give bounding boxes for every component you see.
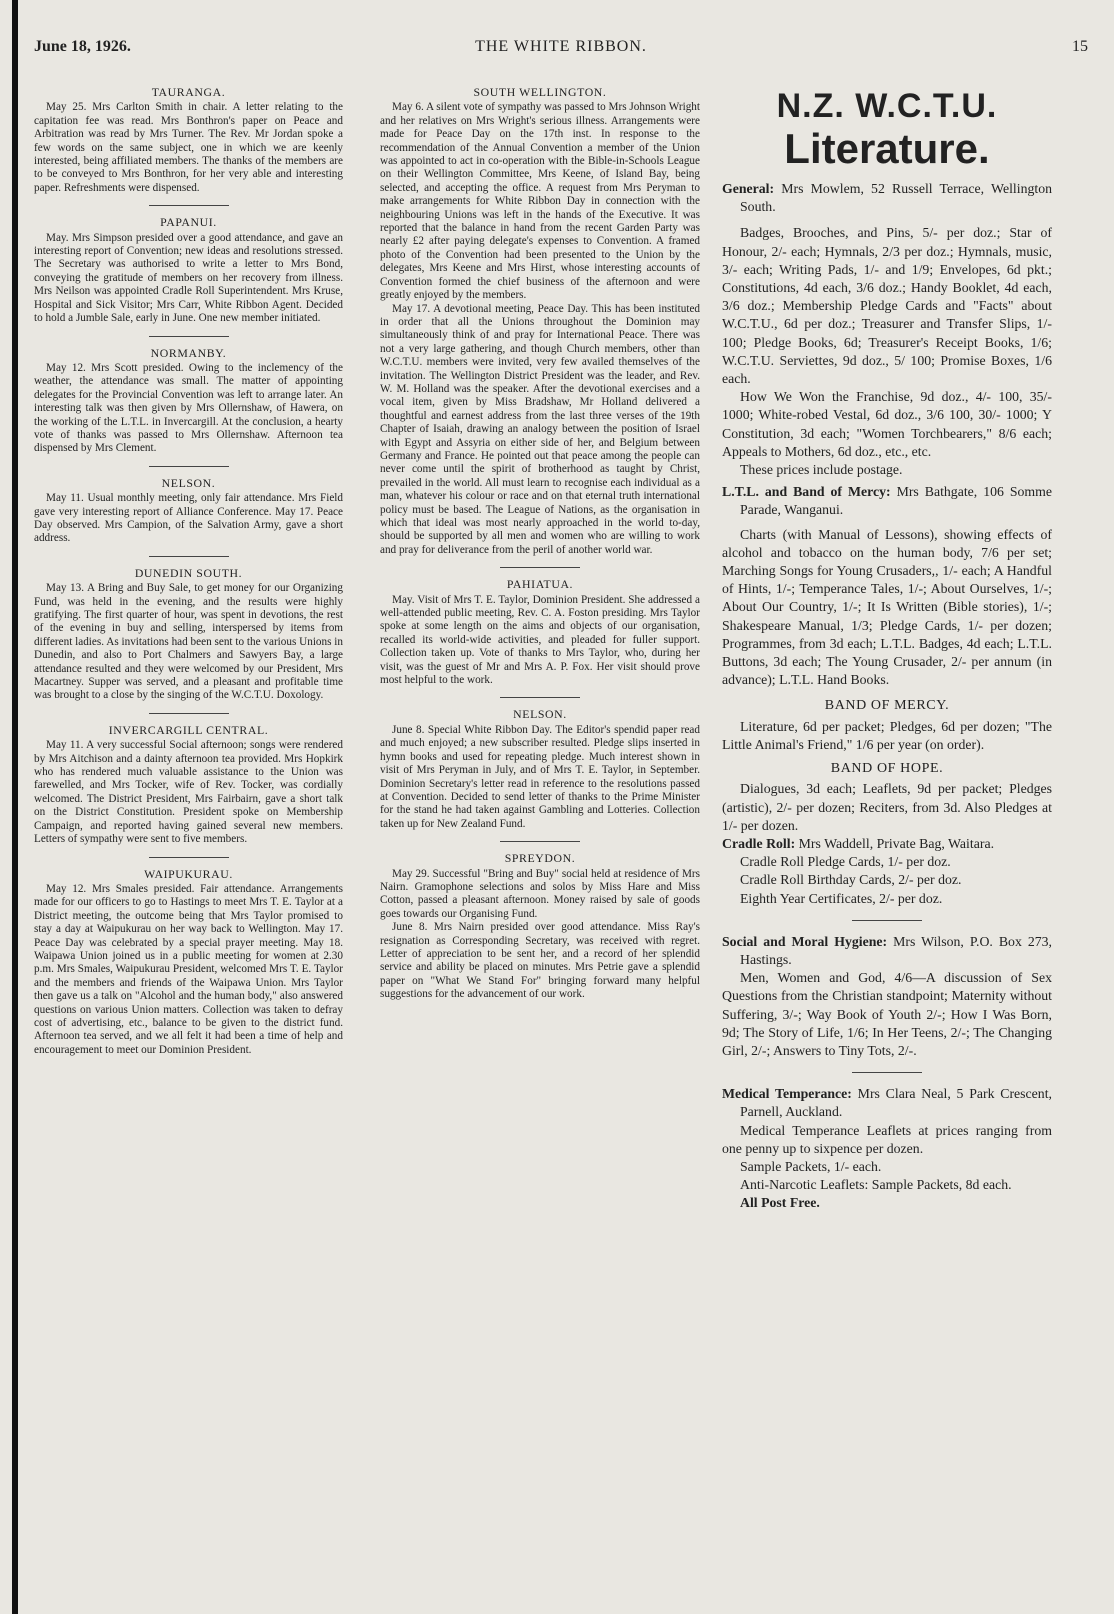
medical-address: Mrs Clara Neal, 5 Park Crescent, Parnell, Auckland.: [740, 1086, 1052, 1120]
cradle-item: Cradle Roll Pledge Cards, 1/- per doz.: [740, 854, 951, 870]
column-1: [34, 86, 343, 1067]
report-body: May 11. Usual monthly meeting, only fair attendance. Mrs Field gave very interesting report of Alliance Conference. May 17. Peace Day observed. Mrs Campion, of the Salvation Army, gave a short address.: [34, 492, 343, 545]
report-title: NELSON.: [161, 475, 216, 490]
franchise-items: How We Won the Franchise, 9d doz., 4/- 100, 35/- 1000; White-robed Vestal, 6d doz., 3/6 100, 30/- 1000; Y Constitution, 3d each; "Women Torchbearers," 8/6 each; Appeals to Mothers, 6d doz., etc., etc.: [722, 389, 1052, 459]
divider: [500, 697, 580, 698]
divider: [149, 857, 229, 858]
report-title: DUNEDIN SOUTH.: [134, 565, 243, 580]
sample-packets: Sample Packets, 1/- each.: [740, 1158, 882, 1174]
divider: [149, 336, 229, 337]
literature-title-org: N.Z. W.C.T.U.: [776, 87, 998, 125]
report-invercargill-central: [34, 724, 343, 847]
report-body: May 25. Mrs Carlton Smith in chair. A letter relating to the capitation fee was read. Mrs Bonthron's paper on Peace and Arbitration was read by Mrs Turner. The Rev. Mr Jordan spoke a few words on the same subject, one in which we are keenly interested, being affiliated members. The thanks of the members are to be conveyed to Mrs Bonthron, for her very able and interesting paper. Refreshments were dispensed.: [34, 101, 343, 194]
report-waipukurau: [34, 868, 343, 1058]
binding-edge: [12, 0, 18, 1614]
antinarcotic-leaflets: Anti-Narcotic Leaflets: Sample Packets, 8d each.: [740, 1177, 1012, 1193]
divider: [149, 713, 229, 714]
report-title: PAPANUI.: [160, 215, 217, 230]
column-2: [380, 86, 700, 1012]
divider: [149, 556, 229, 557]
general-label: General:: [722, 181, 775, 196]
medical-label: Medical Temperance:: [722, 1086, 852, 1102]
report-body: May. Mrs Simpson presided over a good attendance, and gave an interesting report of Convention; new ideas and resolutions stressed. The Secretary was authorised to write a letter to Mrs Bond, conveying the gratitude of members on her recovery from illness. Mrs Neilson was appointed Cradle Roll Superintendent. Mrs Kruse, Hospital and Sick Visitor; Mrs Carr, White Ribbon Agent. Decided to hold a Jumble Sale, early in June. One new member initiated.: [34, 231, 343, 325]
page-header: [34, 38, 1088, 60]
divider: [500, 567, 580, 568]
band-of-mercy-items: Literature, 6d per packet; Pledges, 6d per dozen; "The Little Animal's Friend," 1/6 per year (on order).: [722, 718, 1052, 752]
report-normanby: [34, 347, 343, 456]
cradle-item: Cradle Roll Birthday Cards, 2/- per doz.: [740, 872, 962, 888]
report-body: May 12. Mrs Scott presided. Owing to the inclemency of the weather, the attendance was small. The matter of appointing delegates for the Provincial Convention was left to arrange later. An interesting talk was then given by Mrs Ollernshaw, of Hawera, on the working of the L.T.L. in Invercargill. At the conclusion, a hearty vote of thanks was passed to Mrs Ollernshaw. Afternoon tea dispensed by Mrs Clement.: [34, 361, 343, 455]
report-title: SPREYDON.: [504, 851, 576, 866]
report-body: May 11. A very successful Social afternoon; songs were rendered by Mrs Aitchison and a dainty afternoon tea provided. Mrs Hopkirk who has rendered much valuable assistance to the Union was farewelled, and Mrs Tocker, wife of Rev. Tocker, was cordially welcomed. The District President, Mrs Fairbairn, gave a short talk on the District Constitution. President spoke on Membership Campaign, and reported having gained several new members. Letters of sympathy were sent to five members.: [34, 739, 343, 846]
report-body: May 12. Mrs Smales presided. Fair attendance. Arrangements made for our officers to go to Hastings to meet Mrs T. E. Taylor at a District meeting, the outcome being that Mrs Taylor promised to stay a day at Waipukurau on her way back to Wellington. May 17. Peace Day was celebrated by a special prayer meeting. May 18. Waipawa Union joined us in a public meeting for women at 2.30 p.m. Mrs Smales, Waipukurau President, welcomed Mrs T. E. Taylor and the members and friends of the Waipawa Union. Mrs Taylor then gave us a talk on "Alcohol and the human body," also answered questions on various Union matters. Collection was taken to defray cost of advertising, etc., balance to be given to the district fund. Afternoon tea served, and we all felt it had been a time of help and encouragement to meet our Dominion President.: [34, 882, 343, 1056]
report-body-continued: May 17. A devotional meeting, Peace Day. This has been instituted in order that all the Unions throughout the Dominion may simultaneously think of and pray for International Peace. There was not a very large gathering, and though Church members, other than W.C.T.U. members were invited, very few availed themselves of the invitation. The Wellington District President was the leader, and Rev. W. M. Holland was the speaker. After the devotional exercises and a vocal item, given by Miss Bradshaw, Mr Holland delivered a thoughtful and earnest address from the last three verses of the 19th Chapter of Isaiah, drawing an analogy between the position of Israel with Egypt and Assyria on either side of her, and Belgium between Germany and France. He pointed out that peace among the people can never come until the spirit of brotherhood as taught by Christ, prevailed in the world. All must learn to recognise each individual as a man, whatever his colour or race and on that eternal truth international policy must be based. The League of Nations, as the organisation in which that ideal was most nearly approached in the world to-day, should be supported by all men and women who are willing to work and pray for deliverance from the peril of another world war.: [380, 302, 700, 556]
divider: [500, 841, 580, 842]
social-address: Mrs Wilson, P.O. Box 273, Hastings.: [740, 933, 1052, 967]
general-contact: [722, 180, 1052, 216]
report-papanui: [34, 216, 343, 325]
ltl-address: Mrs Bathgate, 106 Somme Parade, Wanganui.: [740, 484, 1053, 518]
postage-note: These prices include postage.: [740, 462, 903, 478]
cradle-item: Eighth Year Certificates, 2/- per doz.: [740, 890, 943, 906]
header-date: June 18, 1926.: [34, 38, 131, 55]
cradle-label: Cradle Roll:: [722, 835, 796, 851]
report-title: NELSON.: [513, 707, 567, 722]
post-free-note: All Post Free.: [740, 1195, 820, 1211]
social-contact: [722, 933, 1052, 969]
report-body-continued: June 8. Mrs Nairn presided over good attendance. Miss Ray's resignation as Corresponding Secretary, was received with regret. Letter of appreciation to be sent her, and a record of her splendid service and ability be placed on minutes. Mrs Petrie gave a splendid paper on "What We Stand For" bringing forward many helpful suggestions for the advancement of our work.: [380, 921, 700, 1001]
divider: [852, 920, 922, 921]
divider: [852, 1072, 922, 1073]
general-items: Badges, Brooches, and Pins, 5/- per doz.; Star of Honour, 2/- each; Hymnals, 2/3 per doz.; Hymnals, music, 3/- each; Writing Pads, 1/- and 1/9; Envelopes, 6d pkt.; Constitutions, 4d each, 3/6 doz.; Handy Booklet, 4d each, 3/6 doz.; Membership Pledge Cards and "Facts" about W.C.T.U., 6d per doz.; Treasurer and Transfer Slips, 1/- 100; Pledge Books, 6d; Treasurer's Receipt Books, 1/6; W.C.T.U. Serviettes, 9d doz., 5/ 100; Promise Boxes, 1/6 each.: [722, 225, 1052, 387]
ltl-items: Charts (with Manual of Lessons), showing effects of alcohol and tobacco on the human body, 7/6 per set; Marching Songs for Young Crusaders,, 1/- each; A Handful of Hints, 1/-; Temperance Tales, 1/-; About Ourselves, 1/-; About Our Country, 1/-; It Is Written (Bible stories), 1/-; Shakespeare Manual, 1/3; Pledge Cards, 1/- per dozen; Programmes, from 3d each; L.T.L. Badges, 4d each; L.T.L. Buttons, 3d each; The Young Crusader, 2/- per annum (in advance); L.T.L. Hand Books.: [722, 526, 1052, 688]
medical-contact: [722, 1085, 1052, 1121]
general-address: Mrs Mowlem, 52 Russell Terrace, Wellington South.: [740, 181, 1052, 215]
ltl-label: L.T.L. and Band of Mercy:: [722, 484, 891, 500]
report-title: INVERCARGILL CENTRAL.: [108, 722, 269, 737]
header-title: THE WHITE RIBBON.: [475, 38, 647, 55]
report-dunedin-south: [34, 567, 343, 703]
header-page-number: 15: [1072, 38, 1088, 55]
band-of-mercy-title: BAND OF MERCY.: [824, 698, 950, 714]
report-body: May. Visit of Mrs T. E. Taylor, Dominion President. She addressed a well-attended public meeting, Rev. C. A. Foston presiding. Mrs Taylor spoke at some length on the aims and objects of our organisation, recalled its world-wide activities, and pleaded for fuller support. Collection taken up. Vote of thanks to Mrs Taylor, who, during her visit, was the guest of Mr and Mrs A. P. Fox. Her visit should prove most helpful to the work.: [380, 593, 700, 687]
divider: [149, 466, 229, 467]
literature-title: Literature.: [784, 125, 990, 172]
report-title: SOUTH WELLINGTON.: [473, 85, 607, 99]
report-body: May 13. A Bring and Buy Sale, to get money for our Organizing Fund, was held in the evening, and the results were highly gratifying. The first quarter of hour, was spent in devotions, the rest of the evening in buy and selling, interspersed by items from different ladies. As invitations had been sent to the various Unions in Dunedin, and also to Port Chalmers and Sawyers Bay, a large attendance resulted and they were welcomed by our President, Mrs Macartney. Supper was served, and a pleasant and profitable time was brought to a close by the singing of the W.C.T.U. Doxology.: [34, 582, 343, 702]
report-nelson: [34, 477, 343, 546]
report-tauranga: [34, 86, 343, 195]
report-spreydon: [380, 852, 700, 1001]
band-of-hope-items: Dialogues, 3d each; Leaflets, 9d per packet; Pledges (artistic), 2/- per dozen; Reciters, from 3d. Also Pledges at 1/- per dozen.: [722, 781, 1052, 833]
report-body: May 6. A silent vote of sympathy was passed to Mrs Johnson Wright and her relatives on Mrs Wright's serious illness. Arrangements were made for Peace Day on the 17th inst. In response to the recommendation of the Annual Convention a member of the Union was appointed to act in co-operation with the Bible-in-Schools League on their Wellington Committee, Mrs Keene, of Island Bay, being selected, and accepting the office. A request from Mrs Peryman to make arrangements for White Ribbon Day in connection with the neighbouring Unions was left in the hands of the Executive. It was reported that the balance in hand from the recent Garden Party was nearly £2 after paying delegate's expenses to Convention. A framed photo of the Convention had been presented to the Union by the delegates, Mrs Keene and Mrs Hirst, whose interesting accounts of Convention formed the chief business of the afternoon and were greatly enjoyed by the members.: [380, 101, 700, 302]
report-title: TAURANGA.: [151, 85, 226, 99]
report-south-wellington: [380, 86, 700, 557]
band-of-hope-title: BAND OF HOPE.: [830, 761, 944, 777]
social-label: Social and Moral Hygiene:: [722, 933, 888, 949]
social-items: Men, Women and God, 4/6—A discussion of Sex Questions from the Christian standpoint; Maternity without Suffering, 3/-; Way Book of Youth 2/-; How I Was Born, 9d; The Story of Life, 1/6; In Her Teens, 2/-; The Changing Girl, 2/-; Answers to Tiny Tots, 2/-.: [722, 970, 1052, 1058]
cradle-address: Mrs Waddell, Private Bag, Waitara.: [798, 835, 995, 851]
report-body: June 8. Special White Ribbon Day. The Editor's spendid paper read and much enjoyed; a new subscriber resulted. Pledge slips inserted in hymn books and used for repeating pledge. Much interest shown in visit of Mrs Peryman in July, and of Mrs T. E. Taylor, in September. Dominion Secretary's letter read in reference to the resolutions passed at Convention. Decided to send letter of thanks to the Prime Minister for the stand he had taken against Gambling and Lotteries. Collection taken up for New Zealand Fund.: [380, 723, 700, 830]
report-title: NORMANBY.: [150, 345, 227, 360]
divider: [149, 205, 229, 206]
report-title: PAHIATUA.: [506, 577, 574, 592]
literature-column: [722, 86, 1052, 1213]
ltl-contact: [722, 483, 1052, 519]
report-nelson-2: [380, 708, 700, 831]
report-body: May 29. Successful "Bring and Buy" social held at residence of Mrs Nairn. Gramophone selections and solos by Miss Hare and Miss Cotton, passed a pleasant afternoon. Money raised by sale of goods goes towards our Organising Fund.: [380, 867, 700, 920]
medical-items: Medical Temperance Leaflets at prices ranging from one penny up to sixpence per dozen.: [722, 1122, 1052, 1156]
report-title: WAIPUKURAU.: [144, 866, 233, 881]
report-pahiatua: [380, 578, 700, 687]
cradle-contact: [722, 835, 1052, 853]
